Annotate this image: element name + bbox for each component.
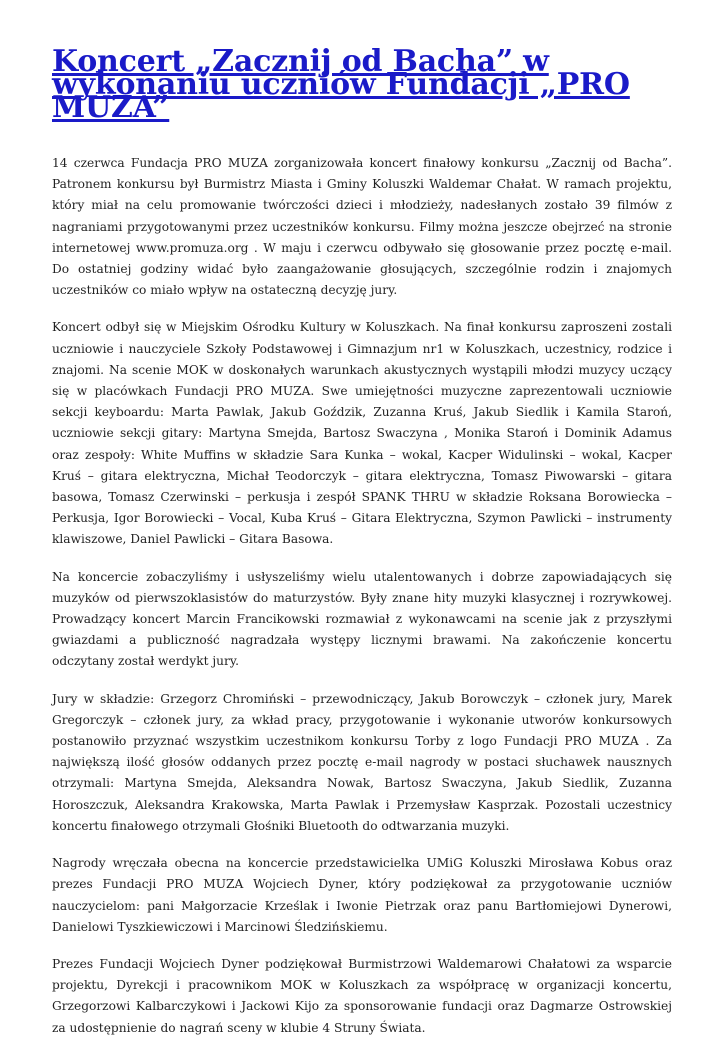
paragraph-jury: Jury w składzie: Grzegorz Chromiński – przewodniczący, Jakub Borowczyk – członek jury, Marek Gregorczyk – członek jury, za wkład pracy, przygotowanie i wykonanie utworów konkursowych postanowiło przyznać wszystkim uczestnikom konkursu Torby z logo Fundacji PRO MUZA . Za największą ilość głosów oddanych przez pocztę e-mail nagrody w postaci słuchawek nausznych otrzymali: Martyna Smejda, Aleksandra Nowak, Bartosz Swaczyna, Jakub Siedlik, Zuzanna Horoszczuk, Aleksandra Krakowska, Marta Pawlak i Przemysław Kasprzak. Pozostali uczestnicy koncertu finałowego otrzymali Głośniki Bluetooth do odtwarzania muzyki. <box>52 691 672 833</box>
article-body <box>52 153 672 1039</box>
paragraph-intro: 14 czerwca Fundacja PRO MUZA zorganizowała koncert finałowy konkursu „Zacznij od Bacha”. Patronem konkursu był Burmistrz Miasta i Gminy Koluszki Waldemar Chałat. W ramach projektu, który miał na celu promowanie twórczości dzieci i młodzieży, nadesłanych zostało 39 filmów z nagraniami przygotowanymi przez uczestników konkursu. Filmy można jeszcze obejrzeć na stronie internetowej www.promuza.org . W maju i czerwcu odbywało się głosowanie przez pocztę e-mail. Do ostatniej godziny widać było zaangażowanie głosujących, szczególnie rodzin i znajomych uczestników co miało wpływ na ostateczną decyzję jury. <box>52 156 672 298</box>
article <box>52 44 672 1055</box>
paragraph-concert-venue: Koncert odbył się w Miejskim Ośrodku Kultury w Koluszkach. Na finał konkursu zaproszeni zostali uczniowie i nauczyciele Szkoły Podstawowej i Gimnazjum nr1 w Koluszkach, uczestnicy, rodzice i znajomi. Na scenie MOK w doskonałych warunkach akustycznych wystąpili młodzi muzycy uczący się w placówkach Fundacji PRO MUZA. Swe umiejętności muzyczne zaprezentowali uczniowie sekcji keyboardu: Marta Pawlak, Jakub Goździk, Zuzanna Kruś, Jakub Siedlik i Kamila Staroń, uczniowie sekcji gitary: Martyna Smejda, Bartosz Swaczyna , Monika Staroń i Dominik Adamus oraz zespoły: White Muffins w składzie Sara Kunka – wokal, Kacper Widulinski – wokal, Kacper Kruś – gitara elektryczna, Michał Teodorczyk – gitara elektryczna, Tomasz Piwowarski – gitara basowa, Tomasz Czerwinski – perkusja i zespół SPANK THRU w składzie Roksana Borowiecka – Perkusja, Igor Borowiecki – Vocal, Kuba Kruś – Gitara Elektryczna, Szymon Pawlicki – instrumenty klawiszowe, Daniel Pawlicki – Gitara Basowa. <box>52 320 672 547</box>
paragraph-impressions: Na koncercie zobaczyliśmy i usłyszeliśmy wielu utalentowanych i dobrze zapowiadających się muzyków od pierwszoklasistów do maturzystów. Były znane hity muzyki klasycznej i rozrywkowej. Prowadzący koncert Marcin Francikowski rozmawiał z wykonawcami na scenie jak z przyszłymi gwiazdami a publiczność nagradzała występy licznymi brawami. Na zakończenie koncertu odczytany został werdykt jury. <box>52 569 672 669</box>
paragraph-thanks: Prezes Fundacji Wojciech Dyner podziękował Burmistrzowi Waldemarowi Chałatowi za wsparcie projektu, Dyrekcji i pracownikom MOK w Koluszkach za współpracę w organizacji koncertu, Grzegorzowi Kalbarczykowi i Jackowi Kijo za sponsorowanie fundacji oraz Dagmarze Ostrowskiej za udostępnienie do nagrań sceny w klubie 4 Struny Świata. <box>52 956 672 1035</box>
article-title-link[interactable]: Koncert „Zacznij od Bacha” w wykonaniu uczniów Fundacji „PRO MUZA” <box>52 44 630 125</box>
paragraph-awards: Nagrody wręczała obecna na koncercie przedstawicielka UMiG Koluszki Mirosława Kobus oraz prezes Fundacji PRO MUZA Wojciech Dyner, który podziękował za przygotowanie uczniów nauczycielom: pani Małgorzacie Krześlak i Iwonie Pietrzak oraz panu Bartłomiejowi Dynerowi, Danielowi Tyszkiewiczowi i Marcinowi Śledzińskiemu. <box>52 856 672 934</box>
